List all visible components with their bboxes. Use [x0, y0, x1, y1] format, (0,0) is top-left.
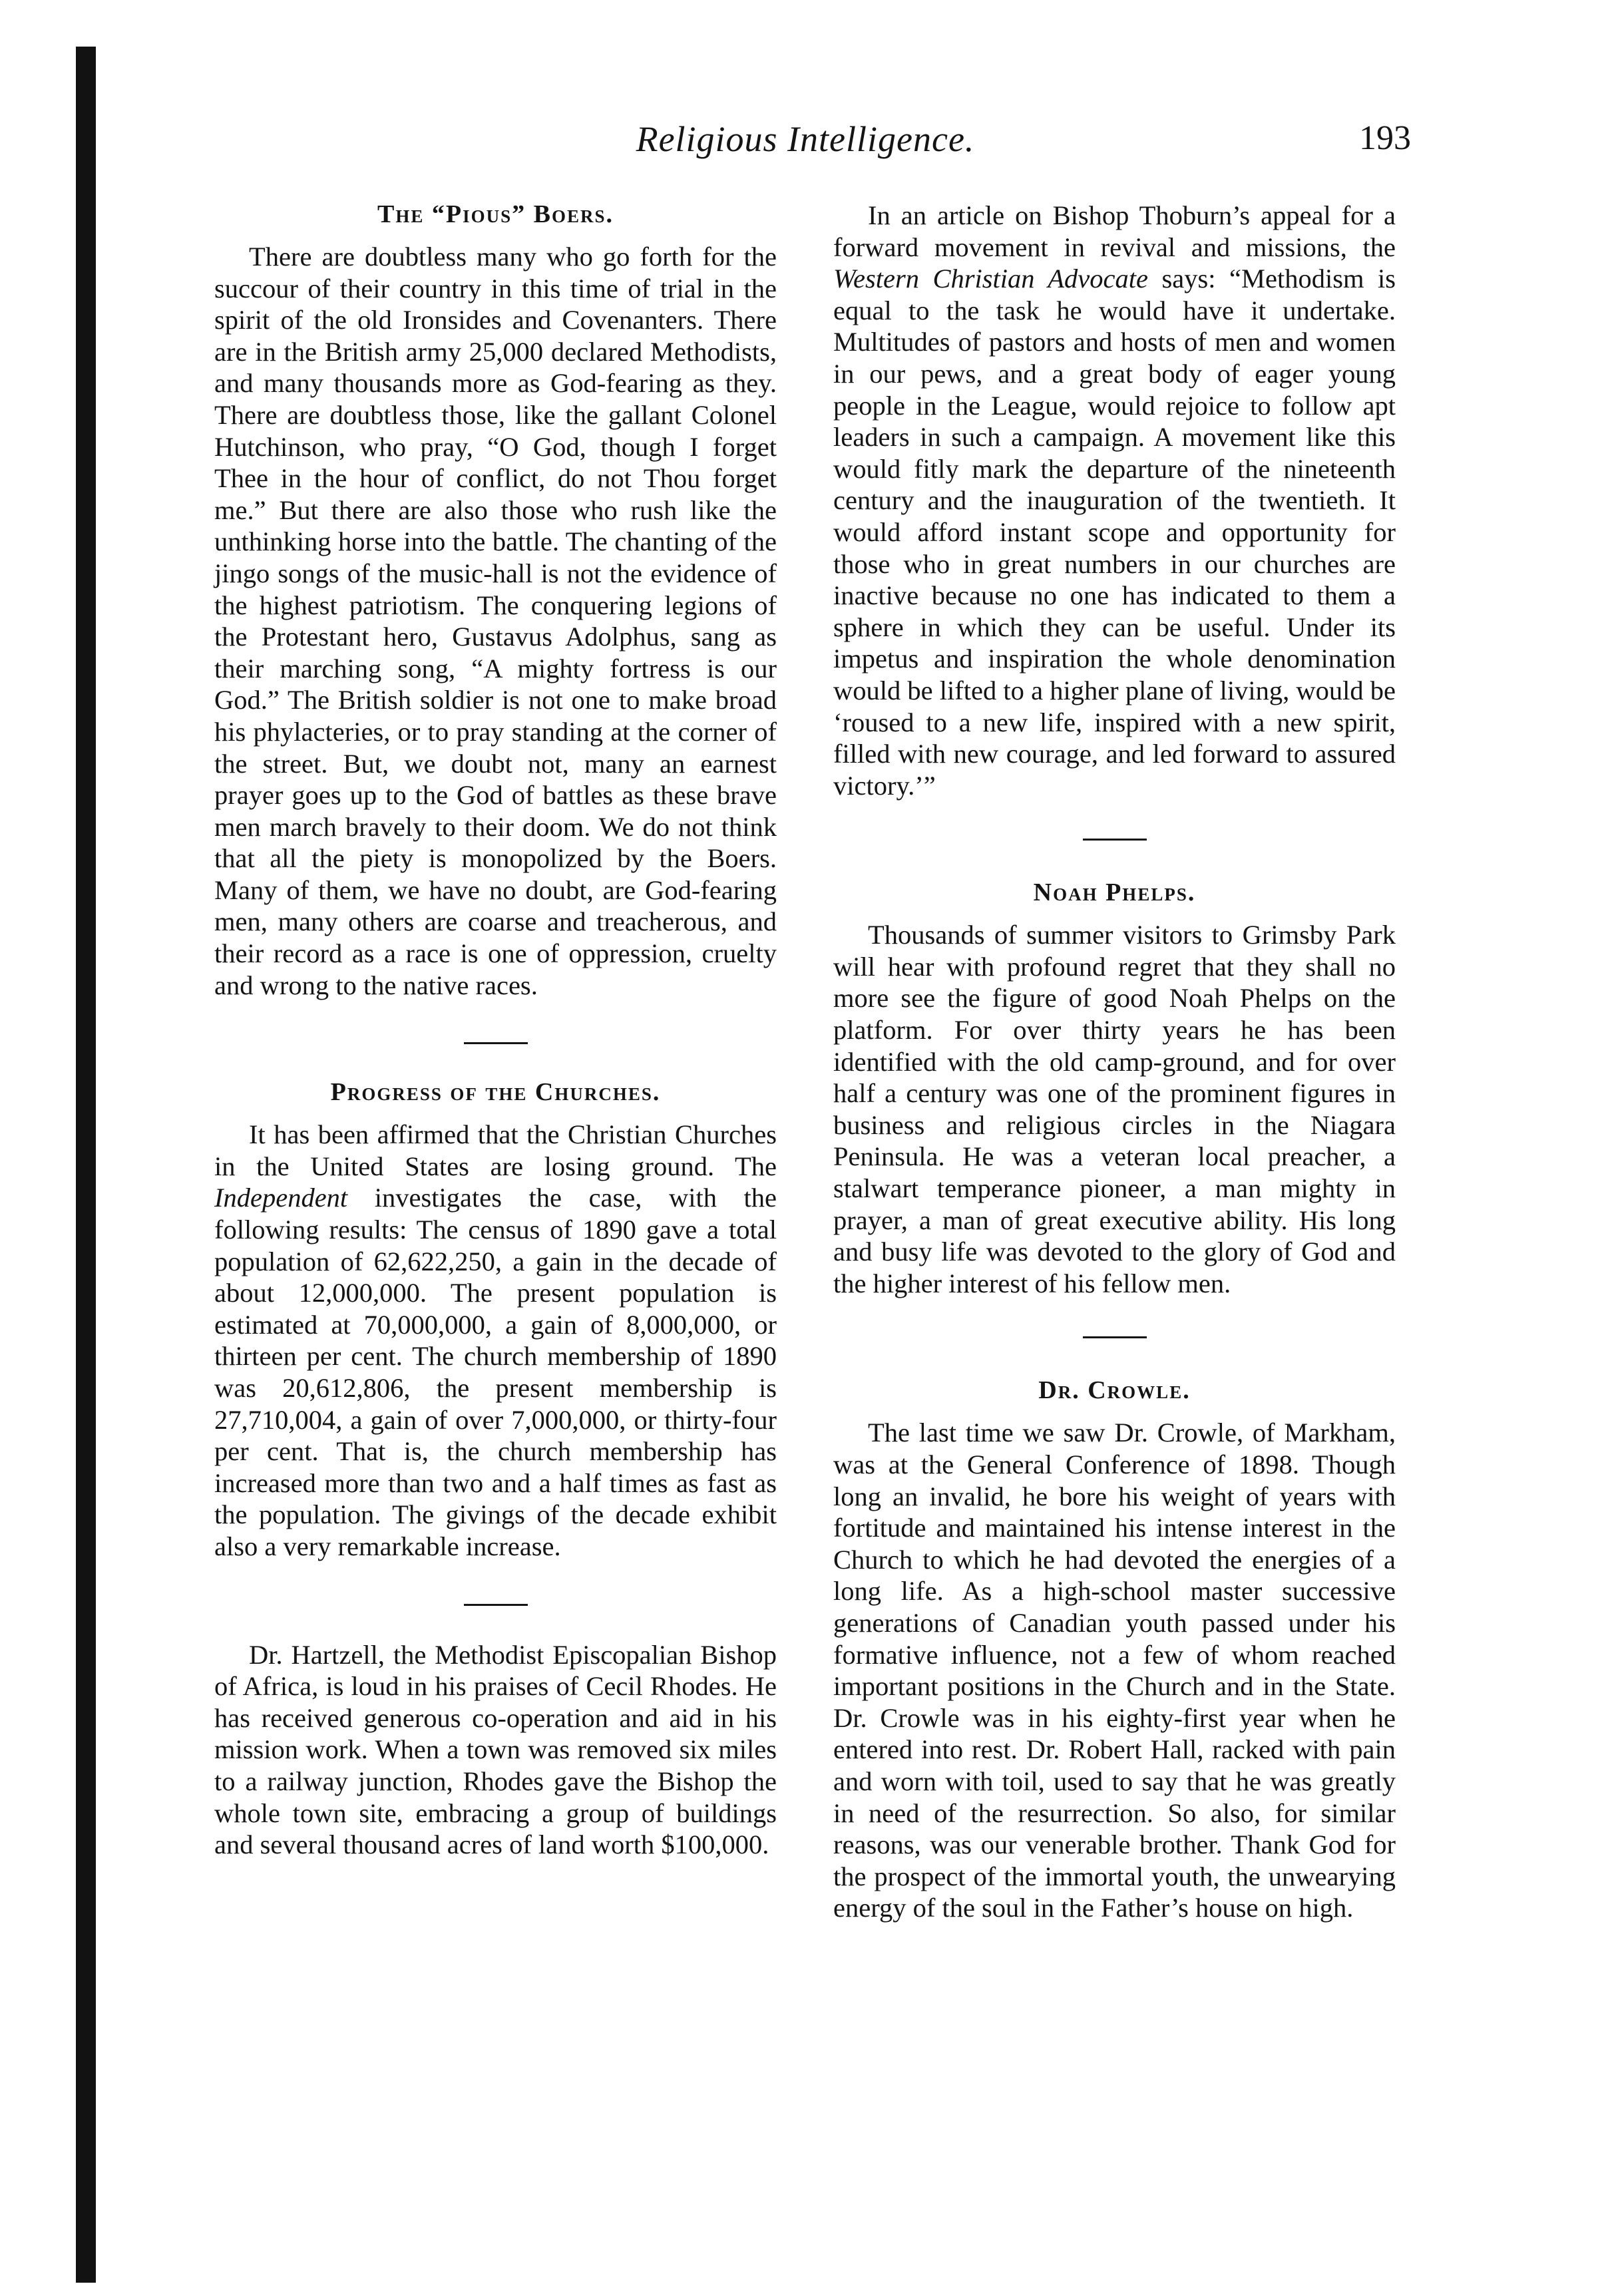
- article-pious-boers: [214, 200, 777, 1001]
- text-run: investigates the case, with the following results: The census of 1890 gave a total population of 62,622,250, a gain in the decade of about 12,000,000. The present population is estimated at 70,000,000, a gain of 8,000,000, or thirteen per cent. The church membership of 1890 was 20,612,806, the present membership is 27,710,004, a gain of over 7,000,000, or thirty-four per cent. That is, the church membership has increased more than two and a half times as fast as the population. The givings of the decade exhibit also a very remarkable increase.: [214, 1183, 777, 1561]
- page-binding-edge: [76, 47, 96, 2283]
- paragraph-pious-boers: There are doubtless many who go forth for the succour of their country in this time of trial in the spirit of the old Ironsides and Covenanters. There are in the British army 25,000 declared Methodists, and many thousands more as God-fearing as they. There are doubtless those, like the gallant Colonel Hutchinson, who pray, “O God, though I forget Thee in the hour of conflict, do not Thou forget me.” But there are also those who rush like the unthinking horse into the battle. The chanting of the jingo songs of the music-hall is not the evidence of the highest patriotism. The conquering legions of the Protestant hero, Gustavus Adolphus, sang as their marching song, “A mighty fortress is our God.” The British soldier is not one to make broad his phylacteries, or to pray standing at the corner of the street. But, we doubt not, many an earnest prayer goes up to the God of battles as these brave men march bravely to their doom. We do not think that all the piety is monopolized by the Boers. Many of them, we have no doubt, are God-fearing men, many others are coarse and treacherous, and their record as a race is one of oppression, cruelty and wrong to the native races.: [214, 242, 777, 1000]
- heading-pious-boers: The “Pious” Boers.: [377, 200, 614, 228]
- section-divider: [1083, 839, 1147, 841]
- publication-title: Western Christian Advocate: [833, 264, 1148, 294]
- section-divider: [1083, 1336, 1147, 1338]
- section-divider: [464, 1604, 528, 1606]
- article-noah-phelps: [833, 878, 1396, 1299]
- article-dr-crowle: [833, 1376, 1396, 1924]
- heading-progress-of-churches: Progress of the Churches.: [330, 1078, 661, 1107]
- article-progress-of-churches: [214, 1077, 777, 1562]
- heading-noah-phelps: Noah Phelps.: [1033, 878, 1196, 907]
- page-number: 193: [1359, 119, 1411, 157]
- paragraph-thoburn-appeal: [833, 200, 1396, 801]
- right-column: [833, 200, 1396, 1924]
- left-column: [214, 200, 777, 1861]
- paragraph-noah-phelps: Thousands of summer visitors to Grimsby Park will hear with profound regret that they shall no more see the figure of good Noah Phelps on the platform. For over thirty years he has been identified with the old camp-ground, and for over half a century was one of the prominent figures in business and religious circles in the Niagara Peninsula. He was a veteran local preacher, a stalwart temperance pioneer, a man mighty in prayer, a man of great executive ability. His long and busy life was devoted to the glory of God and the higher interest of his fellow men.: [833, 920, 1396, 1298]
- text-run: It has been affirmed that the Christian Churches in the United States are losing ground. The: [214, 1119, 777, 1181]
- running-title: Religious Intelligence.: [636, 119, 975, 159]
- publication-title: Independent: [214, 1183, 348, 1213]
- text-run: In an article on Bishop Thoburn’s appeal for a forward movement in revival and missions, the: [833, 200, 1396, 262]
- article-thoburn-appeal: [833, 200, 1396, 801]
- paragraph-progress-of-churches: [214, 1119, 777, 1562]
- paragraph-hartzell: Dr. Hartzell, the Methodist Episcopalian Bishop of Africa, is loud in his praises of Cecil Rhodes. He has received generous co-operation and aid in his mission work. When a town was removed six miles to a railway junction, Rhodes gave the Bishop the whole town site, embracing a group of buildings and several thousand acres of land worth $100,000.: [214, 1639, 777, 1860]
- section-divider: [464, 1042, 528, 1044]
- page-header: [200, 118, 1411, 172]
- text-run: says: “Methodism is equal to the task he would have it undertake. Multitudes of pastors and hosts of men and women in our pews, and a great body of eager young people in the League, would rejoice to follow apt leaders in such a campaign. A movement like this would fitly mark the departure of the nineteenth century and the inauguration of the twentieth. It would afford instant scope and opportunity for those who in great numbers in our churches are inactive because no one has indicated to them a sphere in which they can be useful. Under its impetus and inspiration the whole denomination would be lifted to a higher plane of living, would be ‘roused to a new life, inspired with a new spirit, filled with new courage, and led forward to assured victory.’”: [833, 264, 1396, 801]
- article-hartzell: [214, 1639, 777, 1861]
- paragraph-dr-crowle: The last time we saw Dr. Crowle, of Markham, was at the General Conference of 1898. Though long an invalid, he bore his weight of years with fortitude and maintained his intense interest in the Church to which he had devoted the energies of a long life. As a high-school master successive generations of Canadian youth passed under his formative influence, not a few of whom reached important positions in the Church and in the State. Dr. Crowle was in his eighty-first year when he entered into rest. Dr. Robert Hall, racked with pain and worn with toil, used to say that he was greatly in need of the resurrection. So also, for similar reasons, was our venerable brother. Thank God for the prospect of the immortal youth, the unwearying energy of the soul in the Father’s house on high.: [833, 1418, 1396, 1923]
- heading-dr-crowle: Dr. Crowle.: [1038, 1376, 1191, 1405]
